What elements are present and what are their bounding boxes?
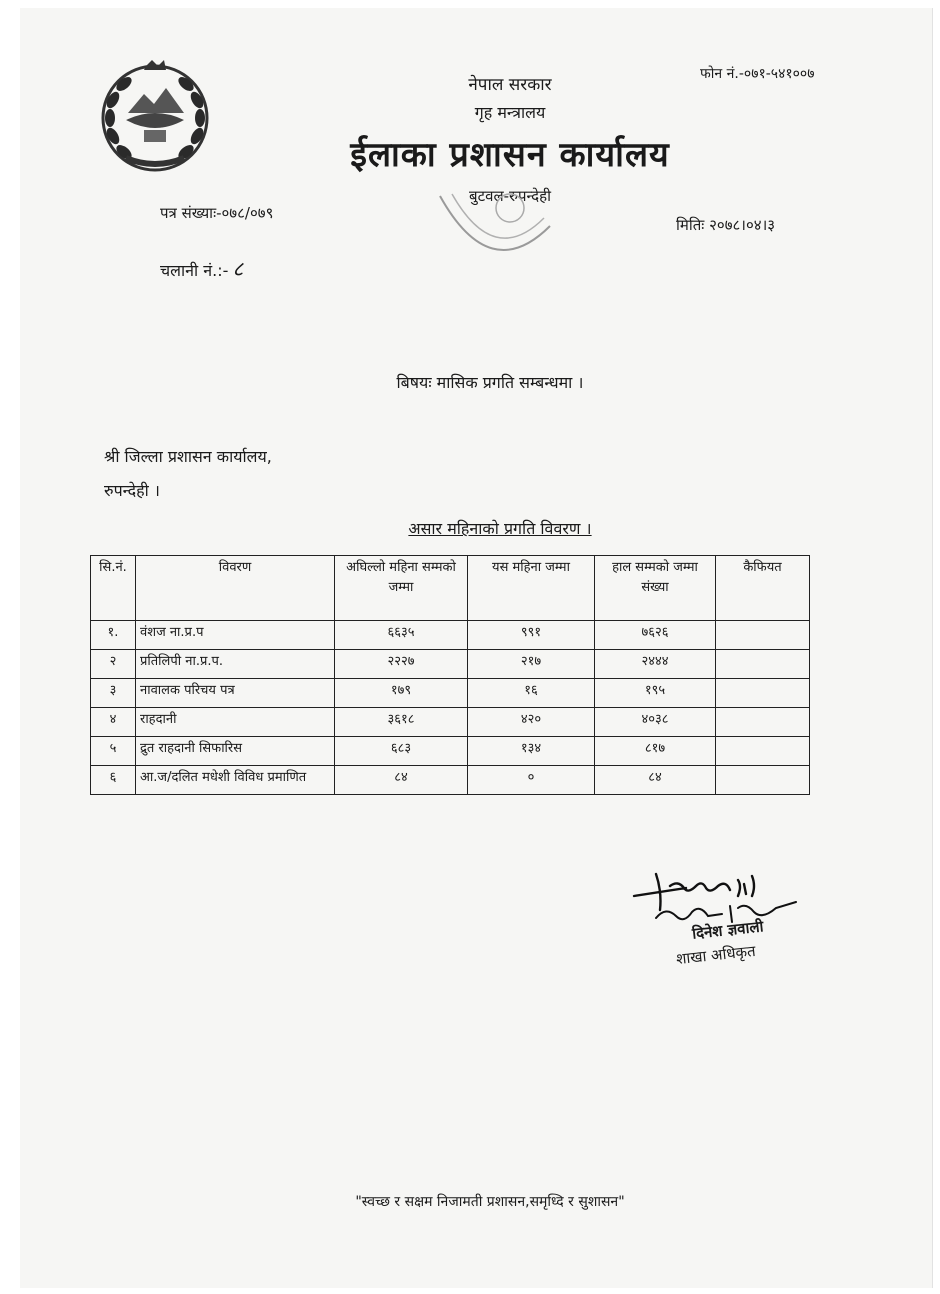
government-name: नेपाल सरकार (468, 75, 552, 95)
col-header-cumulative-total: हाल सम्मको जम्मा संख्या (595, 556, 716, 621)
signatory-name: दिनेश ज्ञवाली (691, 917, 765, 943)
col-header-sn: सि.नं. (91, 556, 136, 621)
cell-cumulative-total: ८४ (595, 766, 716, 795)
reference-number: पत्र संख्याः-०७८/०७९ (160, 204, 274, 222)
phone-number: फोन नं.-०७१-५४१००७ (700, 66, 815, 82)
table-header-row (91, 556, 810, 621)
dispatch-value: ८ (232, 257, 244, 281)
table-row (91, 650, 810, 679)
cell-cumulative-total: २४४४ (595, 650, 716, 679)
table-row (91, 737, 810, 766)
cell-sn: १. (91, 621, 136, 650)
cell-this-month: ९९१ (468, 621, 595, 650)
cell-sn: ४ (91, 708, 136, 737)
cell-description: प्रतिलिपी ना.प्र.प. (136, 650, 335, 679)
office-title: ईलाका प्रशासन कार्यालय (350, 135, 670, 175)
cell-description: नावालक परिचय पत्र (136, 679, 335, 708)
addressee-line-1: श्री जिल्ला प्रशासन कार्यालय, (104, 447, 272, 466)
cell-remarks (716, 650, 810, 679)
cell-sn: ३ (91, 679, 136, 708)
nepal-government-emblem-icon (96, 58, 214, 176)
cell-remarks (716, 737, 810, 766)
cell-description: द्रुत राहदानी सिफारिस (136, 737, 335, 766)
office-location: बुटवल-रुपन्देही (469, 187, 551, 205)
table-row (91, 766, 810, 795)
cell-previous-total: ८४ (335, 766, 468, 795)
table-row (91, 621, 810, 650)
col-header-description: विवरण (136, 556, 335, 621)
cell-this-month: १६ (468, 679, 595, 708)
cell-sn: ६ (91, 766, 136, 795)
cell-previous-total: १७९ (335, 679, 468, 708)
table-title (300, 517, 700, 539)
col-header-remarks: कैफियत (716, 556, 810, 621)
cell-this-month: १३४ (468, 737, 595, 766)
cell-cumulative-total: १९५ (595, 679, 716, 708)
cell-description: राहदानी (136, 708, 335, 737)
col-header-this-month: यस महिना जम्मा (468, 556, 595, 621)
cell-sn: ५ (91, 737, 136, 766)
office-seal-stamp (430, 186, 556, 276)
dispatch-label: चलानी नं.:- (160, 261, 229, 280)
cell-this-month: ४२० (468, 708, 595, 737)
table-title-text: असार महिनाको प्रगति विवरण । (408, 519, 592, 538)
cell-previous-total: ६६३५ (335, 621, 468, 650)
cell-sn: २ (91, 650, 136, 679)
col-header-previous-total: अघिल्लो महिना सम्मको जम्मा (335, 556, 468, 621)
cell-previous-total: २२२७ (335, 650, 468, 679)
cell-this-month: ० (468, 766, 595, 795)
cell-cumulative-total: ७६२६ (595, 621, 716, 650)
cell-description: आ.ज/दलित मधेशी विविध प्रमाणित (136, 766, 335, 795)
dispatch-number (160, 255, 243, 283)
office-motto: "स्वच्छ र सक्षम निजामती प्रशासन,समृध्दि र सुशासन" (355, 1194, 625, 1210)
table-row (91, 679, 810, 708)
cell-this-month: २१७ (468, 650, 595, 679)
cell-previous-total: ३६१८ (335, 708, 468, 737)
letter-subject: बिषयः मासिक प्रगति सम्बन्धमा । (396, 373, 584, 392)
signatory-post: शाखा अधिकृत (675, 941, 757, 969)
ministry-name: गृह मन्त्रालय (474, 103, 546, 122)
cell-remarks (716, 621, 810, 650)
table-row (91, 708, 810, 737)
progress-table (90, 555, 810, 795)
cell-remarks (716, 708, 810, 737)
cell-cumulative-total: ८१७ (595, 737, 716, 766)
cell-previous-total: ६८३ (335, 737, 468, 766)
letter-date: मितिः २०७८।०४।३ (676, 216, 776, 234)
cell-remarks (716, 766, 810, 795)
addressee-line-2: रुपन्देही । (104, 481, 160, 500)
cell-remarks (716, 679, 810, 708)
cell-description: वंशज ना.प्र.प (136, 621, 335, 650)
cell-cumulative-total: ४०३८ (595, 708, 716, 737)
